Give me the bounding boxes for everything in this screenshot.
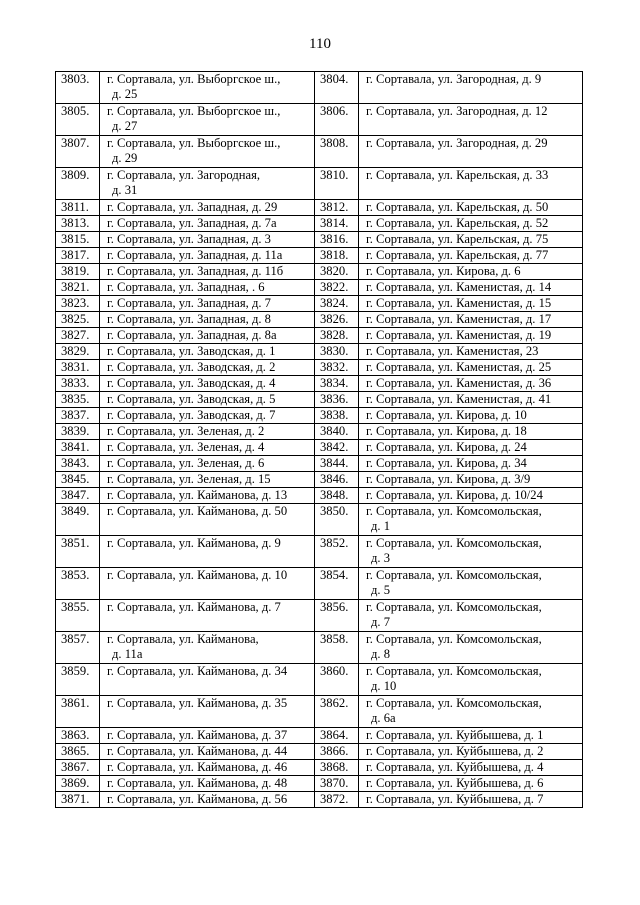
address-line: г. Сортавала, ул. Кирова, д. 34 [366, 456, 527, 470]
address-line: г. Сортавала, ул. Западная, д. 11б [107, 264, 284, 278]
entry-number: 3817. [56, 248, 100, 264]
entry-address [359, 104, 583, 136]
address-line: г. Сортавала, ул. Заводская, д. 1 [107, 344, 276, 358]
address-line: г. Сортавала, ул. Каменистая, д. 15 [366, 296, 552, 310]
entry-address [100, 776, 315, 792]
address-table-body [56, 72, 583, 808]
entry-address [100, 104, 315, 136]
entry-address [100, 536, 315, 568]
address-line: г. Сортавала, ул. Кайманова, д. 10 [107, 568, 288, 582]
entry-address [100, 600, 315, 632]
table-row [56, 440, 583, 456]
address-line: г. Сортавала, ул. Кайманова, д. 37 [107, 728, 288, 742]
table-row [56, 728, 583, 744]
entry-address [359, 456, 583, 472]
address-line: г. Сортавала, ул. Кайманова, д. 7 [107, 600, 281, 614]
entry-number: 3858. [315, 632, 359, 664]
address-line: д. 27 [112, 119, 138, 133]
address-line: д. 5 [371, 583, 391, 597]
entry-address [359, 264, 583, 280]
address-line: г. Сортавала, ул. Западная, д. 3 [107, 232, 271, 246]
address-line: г. Сортавала, ул. Кайманова, д. 35 [107, 696, 288, 710]
address-line: г. Сортавала, ул. Комсомольская, [366, 664, 542, 678]
entry-address [359, 728, 583, 744]
entry-address [359, 760, 583, 776]
entry-number: 3813. [56, 216, 100, 232]
entry-number: 3831. [56, 360, 100, 376]
entry-address [100, 280, 315, 296]
entry-number: 3827. [56, 328, 100, 344]
entry-number: 3804. [315, 72, 359, 104]
entry-address [100, 456, 315, 472]
entry-number: 3815. [56, 232, 100, 248]
entry-address [359, 568, 583, 600]
address-line: г. Сортавала, ул. Зеленая, д. 6 [107, 456, 265, 470]
entry-number: 3865. [56, 744, 100, 760]
address-line: г. Сортавала, ул. Кайманова, д. 34 [107, 664, 288, 678]
entry-address [100, 408, 315, 424]
entry-address [100, 728, 315, 744]
entry-number: 3839. [56, 424, 100, 440]
entry-number: 3810. [315, 168, 359, 200]
entry-number: 3870. [315, 776, 359, 792]
entry-address [100, 760, 315, 776]
address-line: д. 7 [371, 615, 391, 629]
address-line: д. 6а [371, 711, 396, 725]
entry-number: 3814. [315, 216, 359, 232]
entry-address [359, 472, 583, 488]
entry-number: 3867. [56, 760, 100, 776]
entry-number: 3833. [56, 376, 100, 392]
entry-number: 3857. [56, 632, 100, 664]
entry-number: 3835. [56, 392, 100, 408]
entry-number: 3846. [315, 472, 359, 488]
address-line: г. Сортавала, ул. Заводская, д. 5 [107, 392, 276, 406]
entry-number: 3864. [315, 728, 359, 744]
table-row [56, 664, 583, 696]
address-line: г. Сортавала, ул. Карельская, д. 77 [366, 248, 549, 262]
entry-address [100, 232, 315, 248]
table-row [56, 632, 583, 664]
entry-address [359, 376, 583, 392]
address-line: г. Сортавала, ул. Выборгское ш., [107, 136, 281, 150]
entry-number: 3866. [315, 744, 359, 760]
entry-number: 3848. [315, 488, 359, 504]
entry-address [359, 424, 583, 440]
address-line: г. Сортавала, ул. Кайманова, д. 13 [107, 488, 288, 502]
entry-address [359, 136, 583, 168]
entry-number: 3816. [315, 232, 359, 248]
entry-address [359, 72, 583, 104]
entry-number: 3869. [56, 776, 100, 792]
entry-address [100, 568, 315, 600]
entry-number: 3841. [56, 440, 100, 456]
address-line: г. Сортавала, ул. Карельская, д. 75 [366, 232, 549, 246]
address-line: г. Сортавала, ул. Кайманова, д. 56 [107, 792, 288, 806]
table-row [56, 216, 583, 232]
entry-number: 3845. [56, 472, 100, 488]
address-line: г. Сортавала, ул. Куйбышева, д. 6 [366, 776, 544, 790]
table-row [56, 408, 583, 424]
entry-number: 3854. [315, 568, 359, 600]
address-line: г. Сортавала, ул. Выборгское ш., [107, 72, 281, 86]
address-line: г. Сортавала, ул. Зеленая, д. 4 [107, 440, 265, 454]
address-line: д. 10 [371, 679, 397, 693]
address-line: г. Сортавала, ул. Комсомольская, [366, 696, 542, 710]
entry-number: 3863. [56, 728, 100, 744]
address-line: г. Сортавала, ул. Заводская, д. 2 [107, 360, 276, 374]
entry-address [100, 168, 315, 200]
entry-address [359, 328, 583, 344]
address-line: г. Сортавала, ул. Кайманова, д. 50 [107, 504, 288, 518]
address-line: г. Сортавала, ул. Кайманова, д. 46 [107, 760, 288, 774]
entry-number: 3805. [56, 104, 100, 136]
address-line: г. Сортавала, ул. Западная, д. 8а [107, 328, 277, 342]
table-row [56, 792, 583, 808]
table-row [56, 248, 583, 264]
entry-number: 3871. [56, 792, 100, 808]
address-line: г. Сортавала, ул. Карельская, д. 50 [366, 200, 549, 214]
entry-address [359, 392, 583, 408]
entry-address [359, 792, 583, 808]
table-row [56, 72, 583, 104]
address-line: г. Сортавала, ул. Комсомольская, [366, 568, 542, 582]
address-line: г. Сортавала, ул. Кирова, д. 3/9 [366, 472, 531, 486]
address-line: г. Сортавала, ул. Зеленая, д. 15 [107, 472, 271, 486]
address-line: г. Сортавала, ул. Загородная, д. 29 [366, 136, 548, 150]
entry-number: 3812. [315, 200, 359, 216]
entry-address [100, 296, 315, 312]
entry-number: 3852. [315, 536, 359, 568]
entry-number: 3862. [315, 696, 359, 728]
address-line: г. Сортавала, ул. Загородная, [107, 168, 261, 182]
table-row [56, 776, 583, 792]
entry-address [359, 296, 583, 312]
address-line: г. Сортавала, ул. Комсомольская, [366, 536, 542, 550]
table-row [56, 232, 583, 248]
entry-number: 3868. [315, 760, 359, 776]
entry-number: 3809. [56, 168, 100, 200]
address-line: г. Сортавала, ул. Зеленая, д. 2 [107, 424, 265, 438]
entry-number: 3830. [315, 344, 359, 360]
address-line: д. 11а [112, 647, 143, 661]
address-line: г. Сортавала, ул. Каменистая, д. 36 [366, 376, 552, 390]
entry-number: 3859. [56, 664, 100, 696]
address-line: д. 1 [371, 519, 391, 533]
entry-number: 3856. [315, 600, 359, 632]
entry-address [100, 312, 315, 328]
table-row [56, 104, 583, 136]
address-line: г. Сортавала, ул. Западная, д. 8 [107, 312, 271, 326]
address-line: г. Сортавала, ул. Куйбышева, д. 2 [366, 744, 544, 758]
address-line: г. Сортавала, ул. Кирова, д. 10/24 [366, 488, 543, 502]
entry-number: 3861. [56, 696, 100, 728]
entry-address [359, 344, 583, 360]
address-line: г. Сортавала, ул. Кирова, д. 6 [366, 264, 521, 278]
entry-number: 3840. [315, 424, 359, 440]
address-line: г. Сортавала, ул. Кирова, д. 10 [366, 408, 527, 422]
entry-address [100, 360, 315, 376]
entry-address [359, 280, 583, 296]
entry-number: 3828. [315, 328, 359, 344]
entry-address [100, 392, 315, 408]
entry-number: 3872. [315, 792, 359, 808]
entry-address [359, 744, 583, 760]
entry-address [359, 632, 583, 664]
address-line: г. Сортавала, ул. Каменистая, д. 41 [366, 392, 552, 406]
entry-number: 3838. [315, 408, 359, 424]
address-line: г. Сортавала, ул. Куйбышева, д. 4 [366, 760, 544, 774]
address-line: г. Сортавала, ул. Комсомольская, [366, 504, 542, 518]
entry-number: 3811. [56, 200, 100, 216]
address-line: г. Сортавала, ул. Загородная, д. 9 [366, 72, 542, 86]
table-row [56, 136, 583, 168]
address-line: г. Сортавала, ул. Кайманова, д. 48 [107, 776, 288, 790]
address-line: г. Сортавала, ул. Куйбышева, д. 7 [366, 792, 544, 806]
table-row [56, 392, 583, 408]
entry-number: 3825. [56, 312, 100, 328]
address-line: д. 31 [112, 183, 138, 197]
entry-number: 3821. [56, 280, 100, 296]
entry-number: 3834. [315, 376, 359, 392]
table-row [56, 744, 583, 760]
address-line: г. Сортавала, ул. Куйбышева, д. 1 [366, 728, 544, 742]
entry-address [100, 328, 315, 344]
address-line: г. Сортавала, ул. Каменистая, д. 14 [366, 280, 552, 294]
entry-number: 3818. [315, 248, 359, 264]
address-line: г. Сортавала, ул. Карельская, д. 52 [366, 216, 549, 230]
entry-number: 3808. [315, 136, 359, 168]
address-line: г. Сортавала, ул. Западная, д. 11а [107, 248, 283, 262]
entry-address [100, 792, 315, 808]
entry-address [100, 440, 315, 456]
table-row [56, 472, 583, 488]
entry-address [359, 408, 583, 424]
entry-number: 3822. [315, 280, 359, 296]
table-row [56, 264, 583, 280]
entry-address [100, 248, 315, 264]
entry-address [359, 216, 583, 232]
address-line: г. Сортавала, ул. Кайманова, д. 44 [107, 744, 288, 758]
table-row [56, 344, 583, 360]
entry-address [359, 200, 583, 216]
entry-address [100, 664, 315, 696]
address-line: г. Сортавала, ул. Кайманова, д. 9 [107, 536, 281, 550]
table-row [56, 760, 583, 776]
address-line: г. Сортавала, ул. Западная, д. 29 [107, 200, 278, 214]
address-line: г. Сортавала, ул. Выборгское ш., [107, 104, 281, 118]
entry-number: 3832. [315, 360, 359, 376]
address-line: г. Сортавала, ул. Комсомольская, [366, 600, 542, 614]
address-line: г. Сортавала, ул. Западная, д. 7 [107, 296, 271, 310]
entry-address [359, 440, 583, 456]
table-row [56, 600, 583, 632]
address-line: г. Сортавала, ул. Каменистая, д. 25 [366, 360, 552, 374]
entry-address [100, 136, 315, 168]
address-line: г. Сортавала, ул. Карельская, д. 33 [366, 168, 549, 182]
entry-number: 3844. [315, 456, 359, 472]
address-line: д. 3 [371, 551, 391, 565]
entry-number: 3823. [56, 296, 100, 312]
page-number: 110 [309, 36, 331, 52]
address-line: г. Сортавала, ул. Кайманова, [107, 632, 259, 646]
entry-number: 3807. [56, 136, 100, 168]
entry-number: 3849. [56, 504, 100, 536]
table-row [56, 424, 583, 440]
entry-number: 3855. [56, 600, 100, 632]
entry-number: 3847. [56, 488, 100, 504]
table-row [56, 376, 583, 392]
address-line: г. Сортавала, ул. Комсомольская, [366, 632, 542, 646]
table-row [56, 200, 583, 216]
entry-address [359, 232, 583, 248]
address-line: д. 29 [112, 151, 138, 165]
address-line: г. Сортавала, ул. Заводская, д. 7 [107, 408, 276, 422]
entry-address [359, 248, 583, 264]
entry-address [100, 424, 315, 440]
address-table [55, 71, 583, 808]
entry-number: 3837. [56, 408, 100, 424]
table-row [56, 488, 583, 504]
entry-address [359, 312, 583, 328]
entry-number: 3819. [56, 264, 100, 280]
entry-number: 3803. [56, 72, 100, 104]
entry-address [100, 632, 315, 664]
entry-address [359, 488, 583, 504]
entry-number: 3843. [56, 456, 100, 472]
address-line: д. 25 [112, 87, 138, 101]
table-row [56, 296, 583, 312]
address-line: г. Сортавала, ул. Западная, . 6 [107, 280, 265, 294]
table-row [56, 168, 583, 200]
table-row [56, 696, 583, 728]
entry-address [359, 168, 583, 200]
entry-number: 3853. [56, 568, 100, 600]
table-row [56, 456, 583, 472]
entry-address [359, 360, 583, 376]
entry-address [100, 472, 315, 488]
address-line: г. Сортавала, ул. Каменистая, д. 17 [366, 312, 552, 326]
address-line: г. Сортавала, ул. Загородная, д. 12 [366, 104, 548, 118]
entry-address [359, 504, 583, 536]
address-line: г. Сортавала, ул. Каменистая, д. 19 [366, 328, 552, 342]
entry-number: 3836. [315, 392, 359, 408]
table-row [56, 312, 583, 328]
entry-number: 3824. [315, 296, 359, 312]
table-row [56, 280, 583, 296]
table-row [56, 536, 583, 568]
entry-address [100, 216, 315, 232]
entry-number: 3842. [315, 440, 359, 456]
entry-address [359, 776, 583, 792]
entry-address [359, 600, 583, 632]
address-line: г. Сортавала, ул. Заводская, д. 4 [107, 376, 276, 390]
entry-address [100, 200, 315, 216]
entry-number: 3806. [315, 104, 359, 136]
entry-number: 3860. [315, 664, 359, 696]
address-line: д. 8 [371, 647, 391, 661]
entry-address [100, 696, 315, 728]
table-row [56, 504, 583, 536]
entry-address [100, 504, 315, 536]
entry-address [100, 488, 315, 504]
entry-number: 3851. [56, 536, 100, 568]
address-line: г. Сортавала, ул. Кирова, д. 24 [366, 440, 527, 454]
address-line: г. Сортавала, ул. Кирова, д. 18 [366, 424, 527, 438]
table-row [56, 360, 583, 376]
entry-number: 3820. [315, 264, 359, 280]
entry-number: 3850. [315, 504, 359, 536]
entry-address [100, 376, 315, 392]
entry-number: 3829. [56, 344, 100, 360]
entry-address [359, 536, 583, 568]
entry-number: 3826. [315, 312, 359, 328]
entry-address [100, 744, 315, 760]
entry-address [100, 72, 315, 104]
entry-address [359, 696, 583, 728]
entry-address [100, 264, 315, 280]
table-row [56, 328, 583, 344]
entry-address [359, 664, 583, 696]
address-line: г. Сортавала, ул. Каменистая, 23 [366, 344, 539, 358]
address-line: г. Сортавала, ул. Западная, д. 7а [107, 216, 277, 230]
entry-address [100, 344, 315, 360]
table-row [56, 568, 583, 600]
